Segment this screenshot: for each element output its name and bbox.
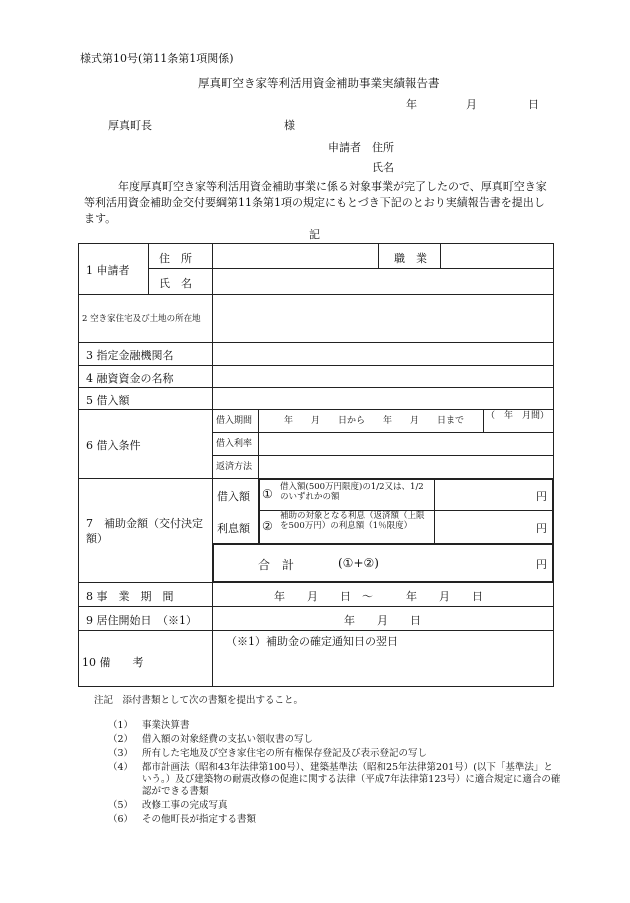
row6-period-value: 年 月 日から 年 月 日まで [284, 416, 465, 426]
row6-label: 6 借入条件 [86, 439, 141, 452]
row1-address-field[interactable] [214, 245, 376, 267]
applicant-address-label: 住所 [372, 141, 394, 154]
row9-label: 9 居住開始日 （※1） [86, 614, 197, 627]
row9-value: 年 月 日 [344, 614, 421, 627]
row8-value: 年 月 日 〜 年 月 日 [274, 590, 483, 603]
row7-borrow-yen: 円 [536, 490, 547, 503]
row2-field[interactable] [214, 296, 552, 341]
date-day: 日 [528, 98, 539, 111]
applicant-name-label: 氏名 [372, 161, 394, 174]
row4-label: 4 融資資金の名称 [86, 372, 174, 385]
list-item: （2） 借入額の対象経費の支払い領収書の写し [108, 734, 314, 745]
row7-borrow-desc: 借入額(500万円限度)の1/2又は、1/2のいずれかの額 [280, 482, 424, 502]
row6-rate-label: 借入利率 [216, 439, 253, 449]
row1-address-label: 住 所 [159, 252, 192, 265]
ki-label: 記 [309, 228, 320, 241]
row7-total-amount[interactable] [436, 547, 532, 579]
date-year: 年 [406, 98, 417, 111]
row6-repay-field[interactable] [260, 457, 552, 477]
addressee: 厚真町長 [108, 119, 152, 132]
applicant-label: 申請者 [328, 141, 361, 154]
list-item: （6） その他町長が指定する書類 [108, 814, 257, 825]
row6-period-months: （ 年 月間） [486, 411, 550, 421]
date-month: 月 [466, 98, 477, 111]
document-title: 厚真町空き家等利活用資金補助事業実績報告書 [198, 76, 440, 90]
body-paragraph: 年度厚真町空き家等利活用資金補助事業に係る対象事業が完了したので、厚真町空き家等利活用資金補助金交付要綱第11条第1項の規定にもとづき下記のとおり実績報告書を提出します。 [84, 180, 547, 225]
list-item: （3） 所有した宅地及び空き家住宅の所有権保存登記及び表示登記の写し [108, 748, 428, 759]
honorific: 様 [284, 119, 295, 132]
form-number: 様式第10号(第11条第1項関係) [80, 52, 234, 65]
row1-job-field[interactable] [442, 245, 552, 267]
row4-field[interactable] [214, 367, 552, 386]
notes-list [108, 720, 562, 826]
row10-note: （※1）補助金の確定通知日の翌日 [226, 635, 398, 648]
row7-label: 7 補助金額（交付決定額） [86, 517, 203, 545]
row1-label: 1 申請者 [86, 264, 130, 277]
row6-repay-label: 返済方法 [216, 462, 253, 472]
row3-label: 3 指定金融機関名 [86, 349, 174, 362]
row8-label: 8 事 業 期 間 [86, 590, 174, 603]
row10-field[interactable] [214, 648, 552, 684]
row7-circle1: ① [262, 487, 273, 501]
row7-interest-amount[interactable] [436, 512, 532, 542]
row7-total-formula: (①+②) [338, 556, 379, 570]
notes-heading: 注記 添付書類として次の書類を提出すること。 [94, 695, 304, 706]
row1-name-label: 氏 名 [159, 277, 192, 290]
row10-label: 10 備 考 [82, 656, 144, 669]
row7-total-yen: 円 [536, 558, 547, 571]
row5-label: 5 借入額 [86, 394, 130, 407]
row7-borrow-amount[interactable] [436, 481, 532, 508]
row2-label: 2 空き家住宅及び土地の所在地 [82, 314, 201, 324]
row6-rate-field[interactable] [260, 434, 552, 454]
list-item: （5） 改修工事の完成写真 [108, 800, 228, 811]
row7-interest-yen: 円 [536, 522, 547, 535]
row7-interest-label: 利息額 [217, 522, 250, 535]
row6-period-label: 借入期間 [216, 416, 253, 426]
row7-interest-desc: 補助の対象となる利息（返済額（上限を500万円）の利息額（1％限度） [280, 511, 425, 531]
row7-circle2: ② [262, 519, 273, 533]
row1-job-label: 職 業 [394, 252, 427, 265]
row5-field[interactable] [214, 389, 552, 408]
row7-borrow-label: 借入額 [217, 490, 250, 503]
list-item: （4） 都市計画法（昭和43年法律第100号）、建築基準法（昭和25年法律第201号）(以下「基準法」という。）及び建築物の耐震改修の促進に関する法律（平成7年法律第123号）に適合規定に適合の確認ができる書類 [108, 762, 561, 797]
row7-total-label: 合 計 [258, 558, 295, 572]
row1-name-field[interactable] [214, 270, 552, 292]
list-item: （1） 事業決算書 [108, 720, 190, 731]
row3-field[interactable] [214, 344, 552, 364]
